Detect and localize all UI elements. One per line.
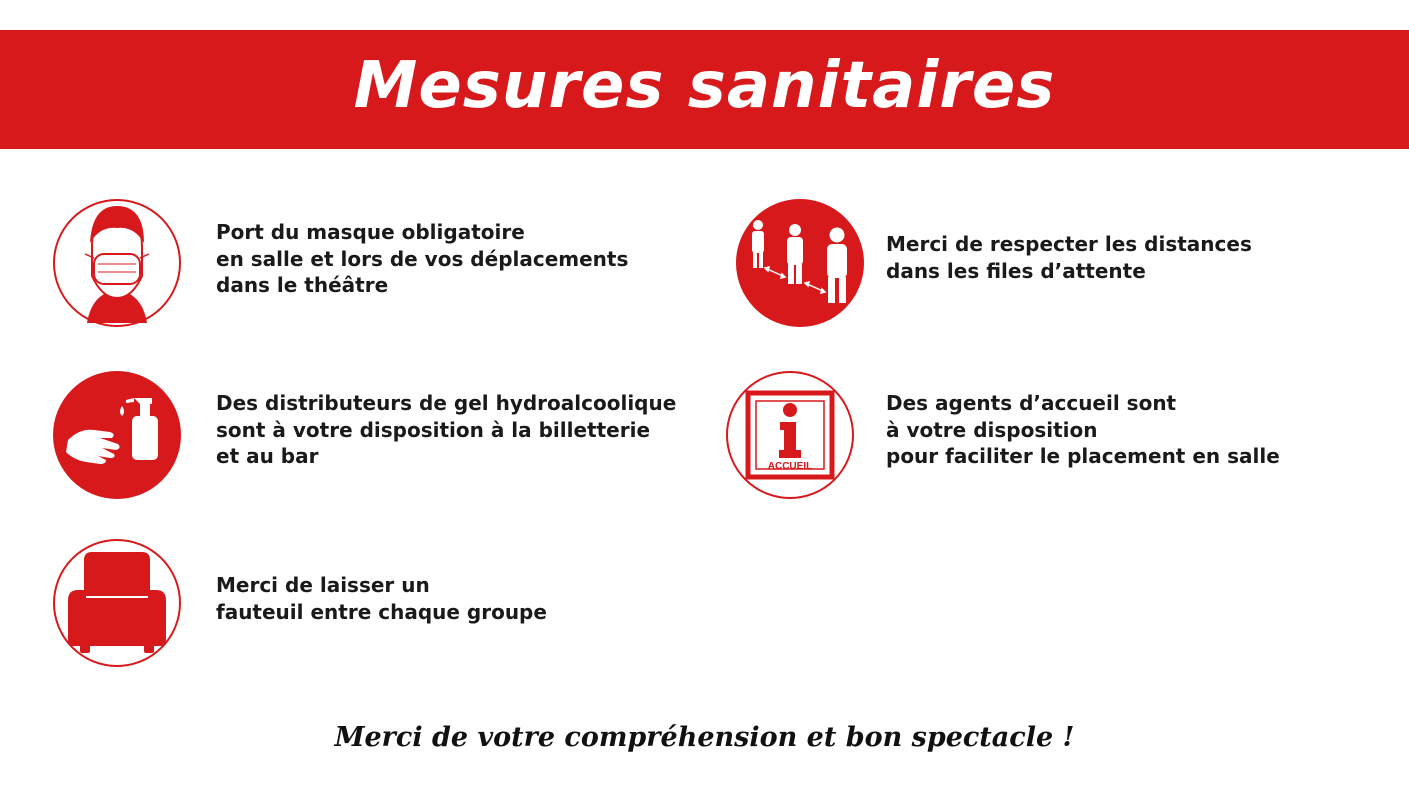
text-line: Des agents d’accueil sont bbox=[886, 391, 1177, 415]
text-line: Merci de respecter les distances bbox=[886, 232, 1252, 256]
accueil-label: ACCUEIL bbox=[767, 461, 813, 472]
text-line: Merci de laisser un bbox=[216, 573, 430, 597]
sanitizer-instruction bbox=[216, 390, 676, 470]
page-title: Mesures sanitaires bbox=[353, 48, 1056, 123]
closing-message: Merci de votre compréhension et bon spectacle ! bbox=[334, 722, 1075, 753]
armchair-icon bbox=[52, 538, 182, 668]
info-desk-icon bbox=[725, 370, 855, 500]
text-line: en salle et lors de vos déplacements bbox=[216, 246, 629, 271]
text-line: Des distributeurs de gel hydroalcoolique bbox=[216, 391, 677, 415]
mask-instruction bbox=[216, 219, 628, 299]
text-line: Port du masque obligatoire bbox=[216, 220, 525, 244]
reception-instruction bbox=[886, 390, 1280, 470]
seat-instruction bbox=[216, 572, 547, 625]
text-line: à votre disposition bbox=[886, 417, 1098, 442]
social-distance-icon bbox=[735, 198, 865, 328]
text-line: fauteuil entre chaque groupe bbox=[216, 599, 547, 624]
distance-instruction bbox=[886, 231, 1252, 284]
text-line: dans le théâtre bbox=[216, 273, 389, 297]
text-line: pour faciliter le placement en salle bbox=[886, 444, 1280, 468]
text-line: sont à votre disposition à la billetterie bbox=[216, 417, 651, 442]
masked-face-icon bbox=[52, 198, 182, 328]
title-banner bbox=[0, 30, 1409, 149]
text-line: et au bar bbox=[216, 444, 319, 468]
text-line: dans les files d’attente bbox=[886, 258, 1146, 283]
hand-sanitizer-icon bbox=[52, 370, 182, 500]
